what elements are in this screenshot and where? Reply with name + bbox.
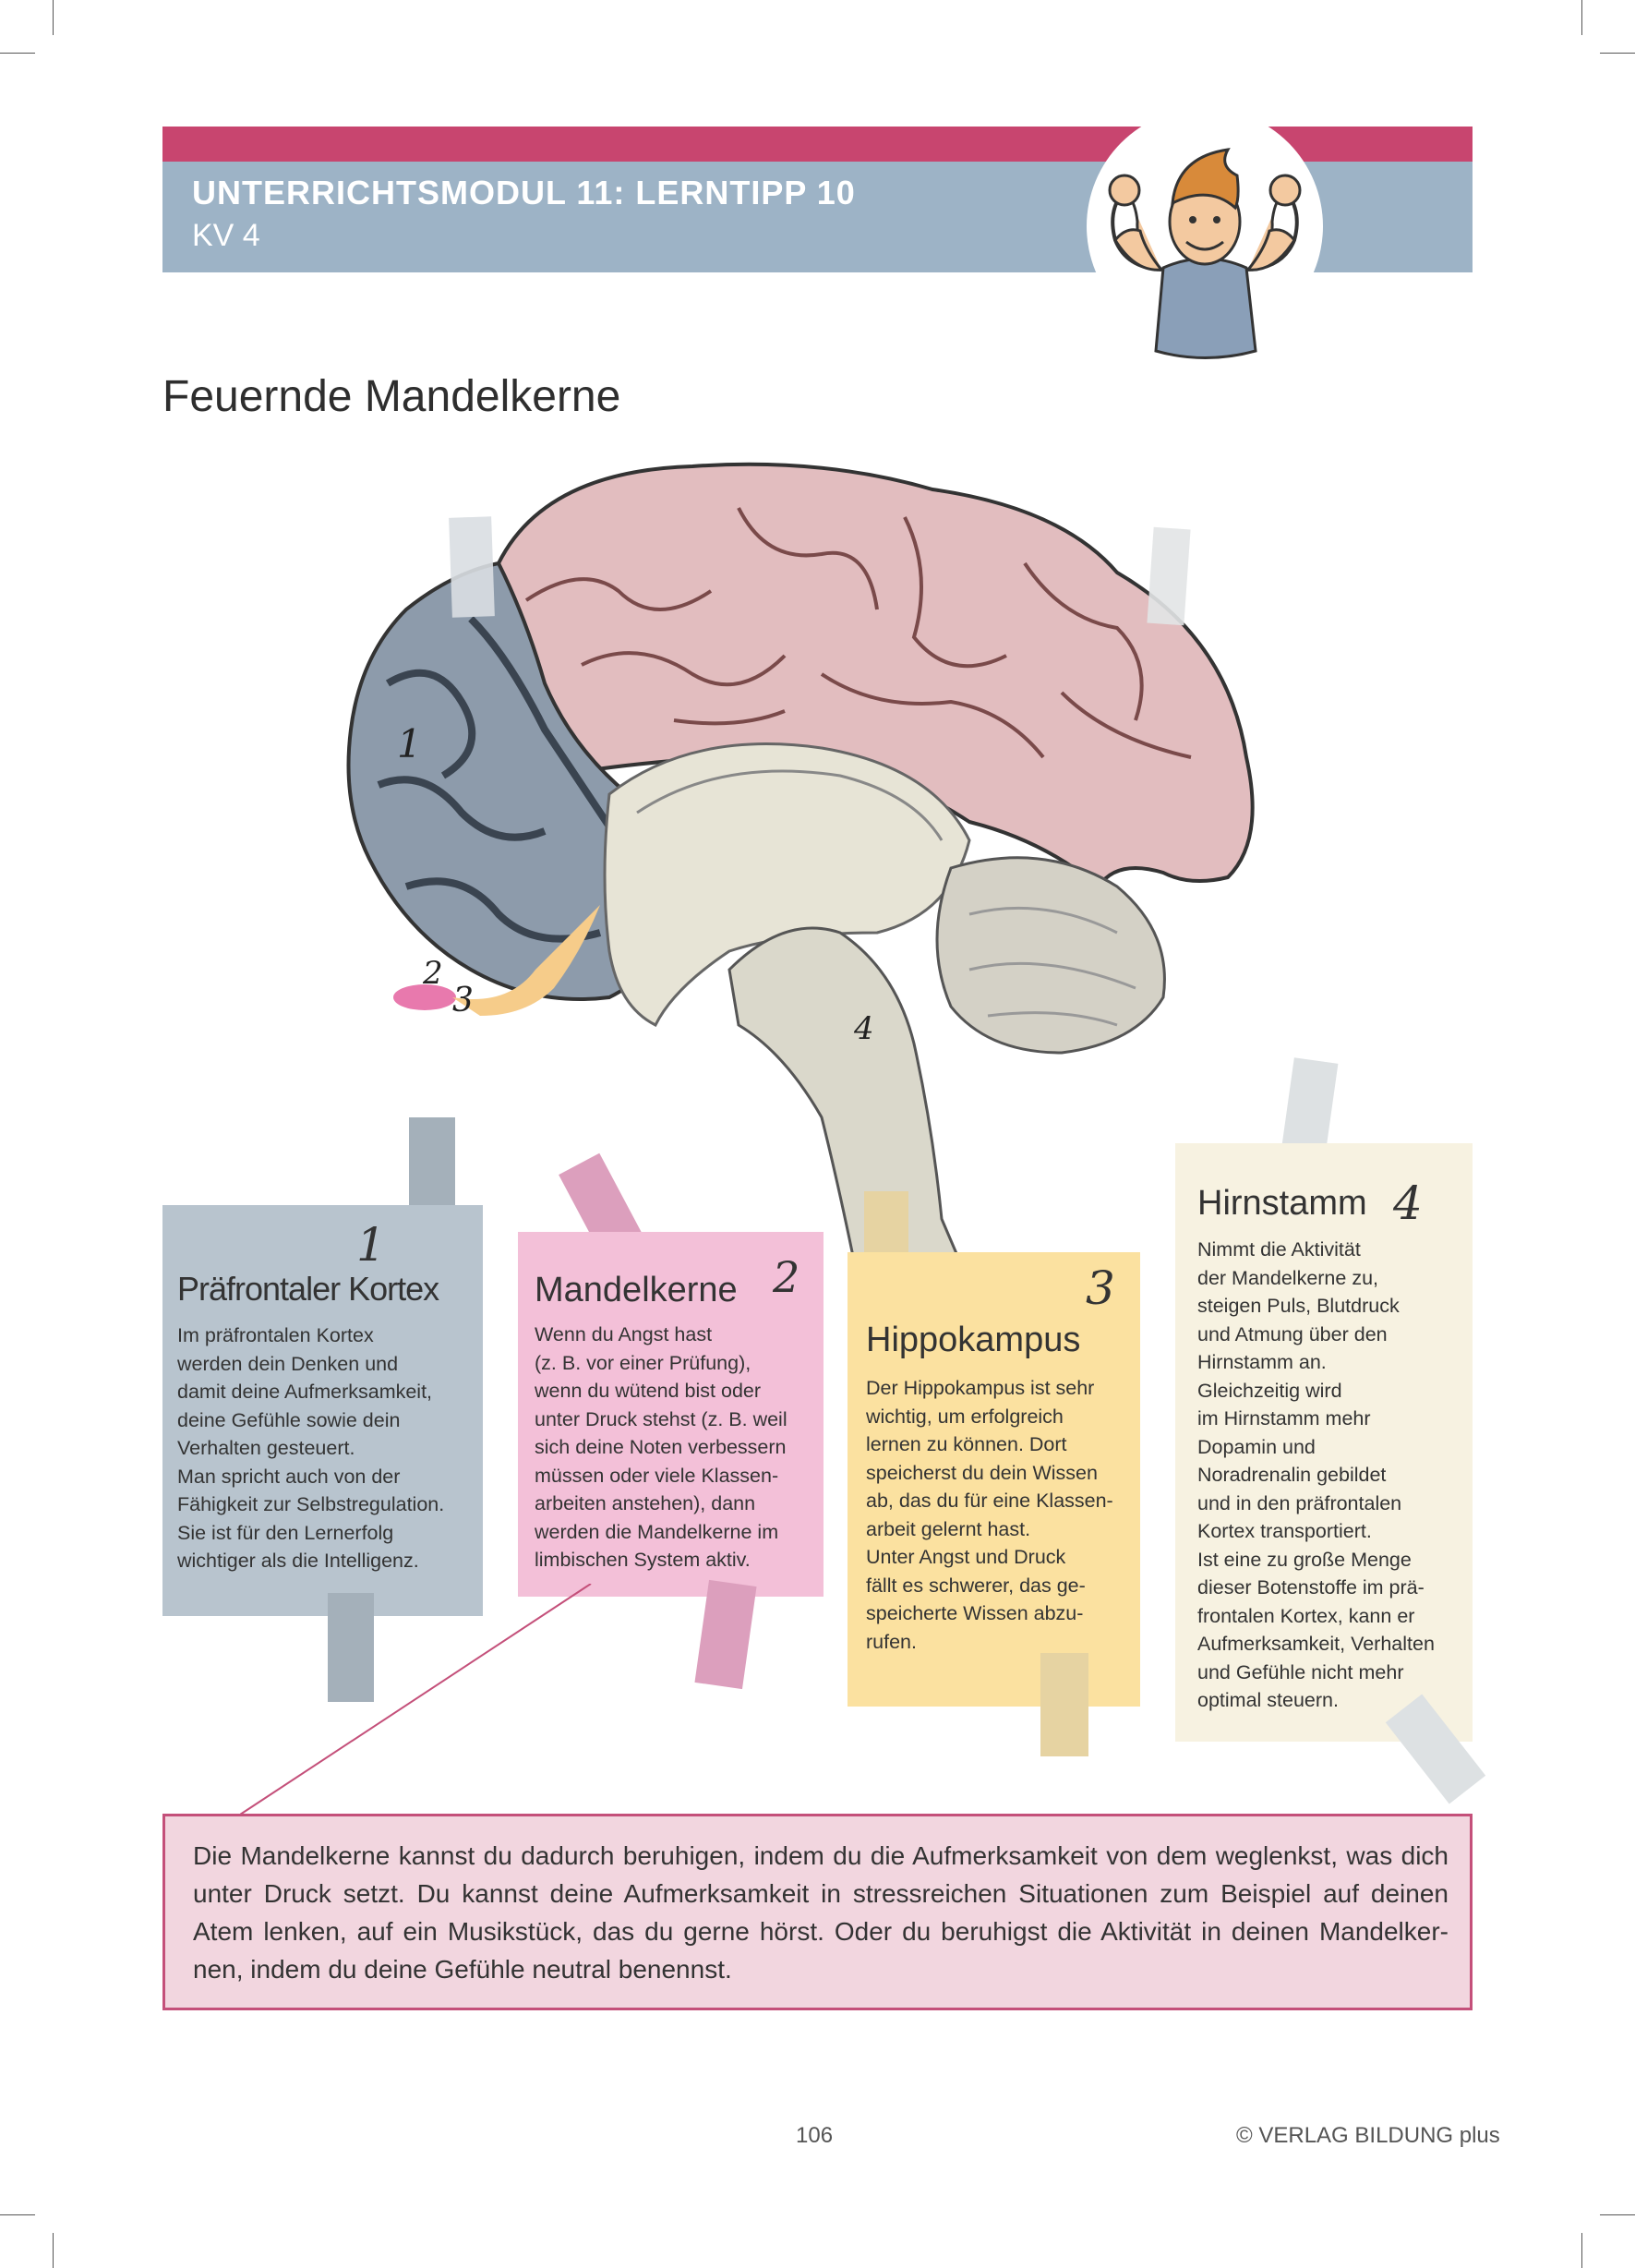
card-prefrontal-cortex — [162, 1205, 483, 1616]
strongman-mascot-illustration — [1071, 111, 1339, 360]
crop-mark — [0, 53, 35, 54]
page-title: Feuernde Mandelkerne — [162, 372, 621, 421]
brain-label-4: 4 — [854, 1010, 874, 1047]
card-title: Mandelkerne — [535, 1271, 738, 1309]
card-hippocampus — [848, 1252, 1140, 1707]
card-title: Hirnstamm — [1197, 1184, 1367, 1223]
card-number: 1 — [356, 1218, 386, 1272]
card-text: Der Hippokampus ist sehr wichtig, um erfolgreich lernen zu können. Dort speicherst du dein Wissen ab, das du für eine Klassen- arbeit gelernt hast. Unter Angst und Druck fällt es schwerer, das ge- speicherte Wissen abzu- rufen. — [866, 1377, 1113, 1653]
copyright: © VERLAG BILDUNG plus — [1236, 2123, 1500, 2148]
brain-label-2: 2 — [423, 955, 443, 992]
crop-mark — [1600, 53, 1635, 54]
tape-decoration — [449, 516, 495, 618]
module-title: UNTERRICHTSMODUL 11: LERNTIPP 10 — [192, 174, 856, 211]
card-brainstem — [1175, 1143, 1473, 1742]
brain-label-1: 1 — [397, 721, 422, 766]
card-title: Präfrontaler Kortex — [177, 1270, 439, 1308]
card-text: Nimmt die Aktivität der Mandelkerne zu, steigen Puls, Blutdruck und Atmung über den Hirnstamm an. Gleichzeitig wird im Hirnstamm mehr Dopamin und Noradrenalin gebildet und in den präfrontalen Kortex transportiert. Ist eine zu große Menge dieser Botenstoffe im prä- frontalen Kortex, kann er Aufmerksamkeit, Verhalten und Gefühle nicht mehr optimal steuern. — [1197, 1238, 1435, 1711]
card-text: Wenn du Angst hast (z. B. vor einer Prüfung), wenn du wütend bist oder unter Druck stehst (z. B. weil sich deine Noten verbessern müssen oder viele Klassen- arbeiten anstehen), dann werden die Mandelkerne im limbischen System aktiv. — [535, 1323, 787, 1571]
card-number: 3 — [1086, 1261, 1115, 1315]
card-number: 2 — [773, 1252, 800, 1302]
info-box — [162, 1814, 1473, 2010]
crop-mark — [1581, 0, 1582, 35]
crop-mark — [1581, 2233, 1582, 2268]
worksheet-label: KV 4 — [192, 218, 260, 253]
card-title: Hippokampus — [866, 1321, 1081, 1359]
brain-label-3: 3 — [452, 982, 474, 1019]
page-number: 106 — [796, 2123, 834, 2148]
crop-mark — [0, 2214, 35, 2215]
crop-mark — [53, 0, 54, 35]
card-amygdala — [518, 1232, 824, 1597]
tape-decoration — [1040, 1653, 1088, 1756]
info-text: Die Mandelkerne kannst du dadurch beruhigen, indem du die Aufmerksamkeit von dem weglenkst, was dich unter Druck setzt. Du kannst deine Aufmerksamkeit in stressreichen Situationen zum Beispiel auf deinen Atem lenken, auf ein Musikstück, das du gerne hörst. Oder du beruhigst die Aktivität in deinen Mandelker-nen, indem du deine Gefühle neutral benennst. — [193, 1841, 1449, 1984]
tape-decoration — [1147, 527, 1190, 626]
connector-line — [240, 1584, 609, 1819]
card-number: 4 — [1393, 1176, 1423, 1230]
crop-mark — [1600, 2214, 1635, 2215]
crop-mark — [53, 2233, 54, 2268]
card-text: Im präfrontalen Kortex werden dein Denken und damit deine Aufmerksamkeit, deine Gefühle sowie dein Verhalten gesteuert. Man spricht auch von der Fähigkeit zur Selbstregulation. Sie ist für den Lernerfolg wichtiger als die Intelligenz. — [177, 1324, 445, 1572]
